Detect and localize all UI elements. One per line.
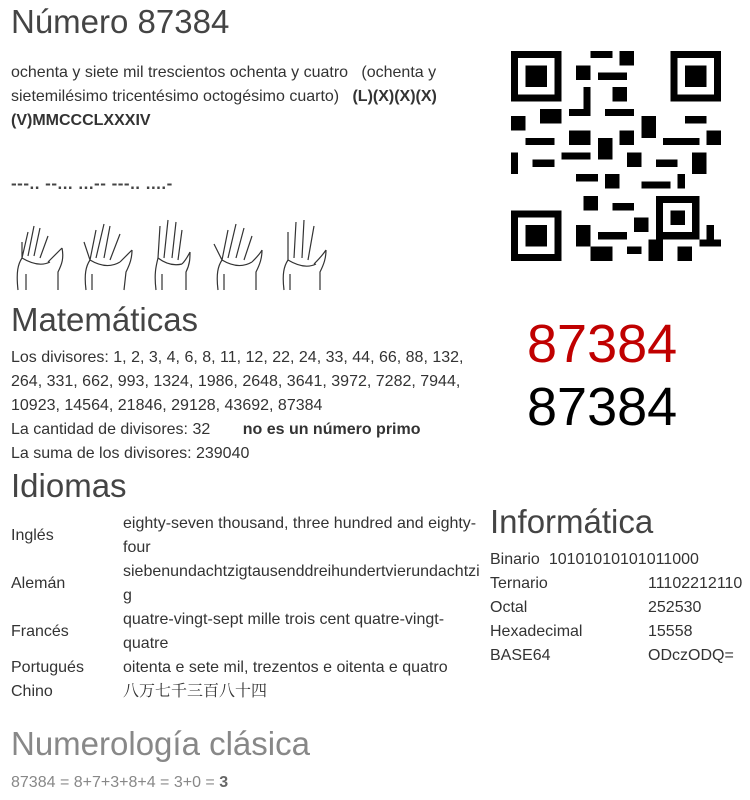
base-value: 252530 bbox=[648, 599, 702, 616]
counting-hands-icon bbox=[272, 212, 336, 292]
table-row bbox=[490, 572, 750, 596]
divisor-count: 32 bbox=[192, 421, 211, 438]
divisor-count-label: La cantidad de divisores: bbox=[11, 421, 188, 438]
base-label: Octal bbox=[490, 599, 528, 616]
math-section-title: Matemáticas bbox=[11, 301, 199, 338]
page-title: Número 87384 bbox=[11, 3, 230, 40]
divisor-sum-label: La suma de los divisores: bbox=[11, 445, 192, 462]
counting-hands-icon bbox=[8, 212, 72, 292]
counting-hands-icon bbox=[74, 212, 138, 292]
table-row bbox=[490, 644, 750, 668]
language-value: quatre-vingt-sept mille trois cent quatre-vingt-quatre bbox=[123, 611, 445, 652]
language-value: oitenta e sete mil, trezentos e oitenta e quatro bbox=[123, 659, 448, 676]
divisors-line bbox=[11, 346, 481, 418]
number-in-words bbox=[11, 61, 471, 133]
morse-code: ---.. --... ...-- ---.. ....- bbox=[11, 174, 173, 193]
base-label: Hexadecimal bbox=[490, 623, 583, 640]
numerology-line bbox=[11, 771, 228, 795]
prime-status: no es un número primo bbox=[242, 421, 421, 438]
divisor-sum: 239040 bbox=[195, 445, 250, 462]
ordinal-words: (ochenta y sietemilésimo tricentésimo octogésimo cuarto) bbox=[11, 64, 437, 105]
base-label: BASE64 bbox=[490, 647, 551, 664]
base-value: 10101010101011000 bbox=[548, 551, 699, 568]
cardinal-words: ochenta y siete mil trescientos ochenta y cuatro bbox=[11, 64, 349, 81]
divisor-count-line bbox=[11, 418, 481, 442]
divisors-label: Los divisores: bbox=[11, 349, 109, 366]
divisors-list: 1, 2, 3, 4, 6, 8, 11, 12, 22, 24, 33, 44, 66, 88, 132, 264, 331, 662, 993, 1324, 1986, 2648, 3641, 3972, 7282, 7944, 10923, 14564, 21846, 29128, 43692, 87384 bbox=[11, 349, 464, 414]
big-number-red: 87384 bbox=[527, 314, 678, 374]
table-row bbox=[490, 596, 750, 620]
language-name: Chino bbox=[11, 683, 53, 700]
counting-hands bbox=[8, 212, 338, 292]
numerology-section-title: Numerología clásica bbox=[11, 725, 310, 762]
table-row bbox=[490, 548, 750, 572]
roman-numeral: (L)(X)(X)(X)(V)MMCCCLXXXIV bbox=[11, 88, 437, 129]
qr-code-icon bbox=[511, 51, 721, 261]
language-value: 八万七千三百八十四 bbox=[123, 683, 268, 700]
informatics-section-title: Informática bbox=[490, 503, 654, 540]
table-row bbox=[11, 608, 481, 656]
table-row bbox=[490, 620, 750, 644]
language-name: Francés bbox=[11, 623, 69, 640]
base-label: Binario bbox=[490, 551, 540, 568]
language-value: siebenundachtzigtausenddreihundertvierundachtzig bbox=[123, 563, 480, 604]
base-value: 15558 bbox=[648, 623, 693, 640]
numerology-result: 3 bbox=[219, 774, 229, 791]
counting-hands-icon bbox=[140, 212, 204, 292]
language-name: Inglés bbox=[11, 527, 54, 544]
divisor-sum-line bbox=[11, 442, 481, 466]
table-row bbox=[11, 512, 481, 560]
counting-hands-icon bbox=[206, 212, 270, 292]
math-section bbox=[11, 346, 481, 466]
table-row bbox=[11, 560, 481, 608]
languages-section-title: Idiomas bbox=[11, 467, 127, 504]
informatics-table bbox=[490, 548, 750, 668]
base-value: ODczODQ= bbox=[648, 647, 734, 664]
table-row bbox=[11, 680, 481, 704]
table-row bbox=[11, 656, 481, 680]
languages-table bbox=[11, 512, 481, 704]
numerology-expression: 87384 = 8+7+3+8+4 = 3+0 = bbox=[11, 774, 220, 791]
language-name: Portugués bbox=[11, 659, 84, 676]
language-value: eighty-seven thousand, three hundred and eighty-four bbox=[123, 515, 477, 556]
base-value: 11102212110 bbox=[648, 575, 743, 592]
language-name: Alemán bbox=[11, 575, 66, 592]
base-label: Ternario bbox=[490, 575, 548, 592]
big-number-black: 87384 bbox=[527, 377, 678, 437]
